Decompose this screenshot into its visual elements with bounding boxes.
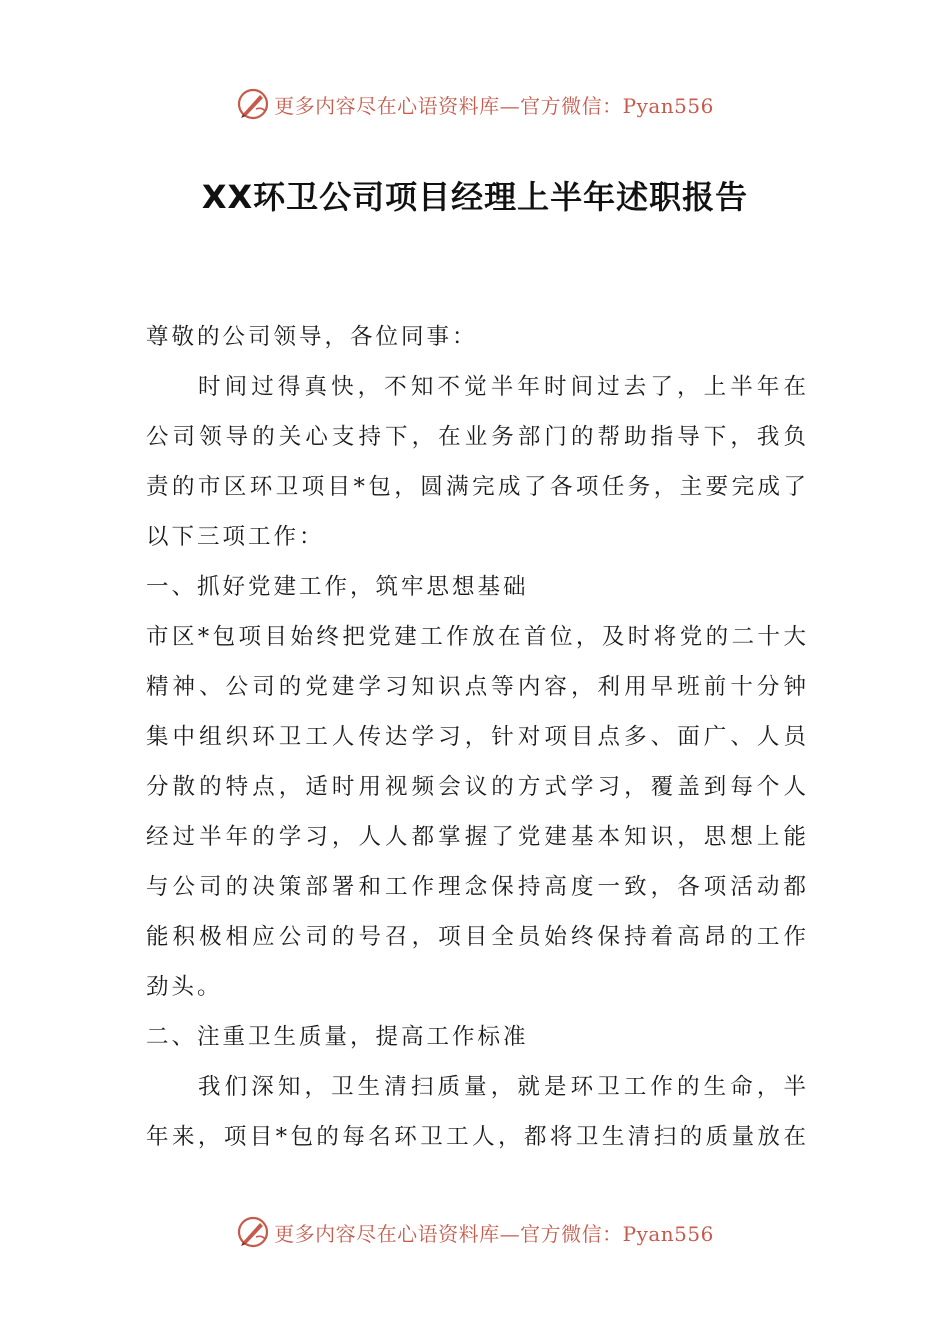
section-heading: 二、注重卫生质量，提高工作标准 (146, 1024, 529, 1050)
text-line: 时间过得真快，不知不觉半年时间过去了，上半年在 (198, 374, 806, 400)
document-body (146, 312, 806, 1162)
text-line: 与公司的决策部署和工作理念保持高度一致，各项活动都 (146, 874, 806, 900)
text-line: 能积极相应公司的号召，项目全员始终保持着高昂的工作 (146, 924, 806, 950)
text-line: 责的市区环卫项目*包，圆满完成了各项任务，主要完成了 (146, 474, 806, 500)
watermark-text: 更多内容尽在心语资料库—官方微信：Pyan556 (274, 93, 714, 118)
text-line: 年来，项目*包的每名环卫工人，都将卫生清扫的质量放在 (146, 1124, 806, 1150)
text-line: 经过半年的学习，人人都掌握了党建基本知识，思想上能 (146, 824, 806, 850)
pen-logo-icon (236, 1215, 270, 1249)
text-line: 我们深知，卫生清扫质量，就是环卫工作的生命，半 (198, 1074, 806, 1100)
watermark-banner-bottom (0, 1210, 950, 1254)
pen-logo-icon (236, 87, 270, 121)
text-line: 劲头。 (146, 974, 223, 1000)
text-line: 集中组织环卫工人传达学习，针对项目点多、面广、人员 (146, 724, 806, 750)
text-line: 市区*包项目始终把党建工作放在首位，及时将党的二十大 (146, 624, 806, 650)
text-line: 尊敬的公司领导，各位同事： (146, 324, 478, 350)
document-title: XX环卫公司项目经理上半年述职报告 (201, 178, 749, 216)
text-line: 公司领导的关心支持下，在业务部门的帮助指导下，我负 (146, 424, 806, 450)
watermark-text: 更多内容尽在心语资料库—官方微信：Pyan556 (274, 1221, 714, 1246)
text-line: 精神、公司的党建学习知识点等内容，利用早班前十分钟 (146, 674, 806, 700)
section-heading: 一、抓好党建工作，筑牢思想基础 (146, 574, 529, 600)
watermark-banner-top (0, 82, 950, 126)
text-line: 以下三项工作： (146, 524, 325, 550)
text-line: 分散的特点，适时用视频会议的方式学习，覆盖到每个人 (146, 774, 806, 800)
